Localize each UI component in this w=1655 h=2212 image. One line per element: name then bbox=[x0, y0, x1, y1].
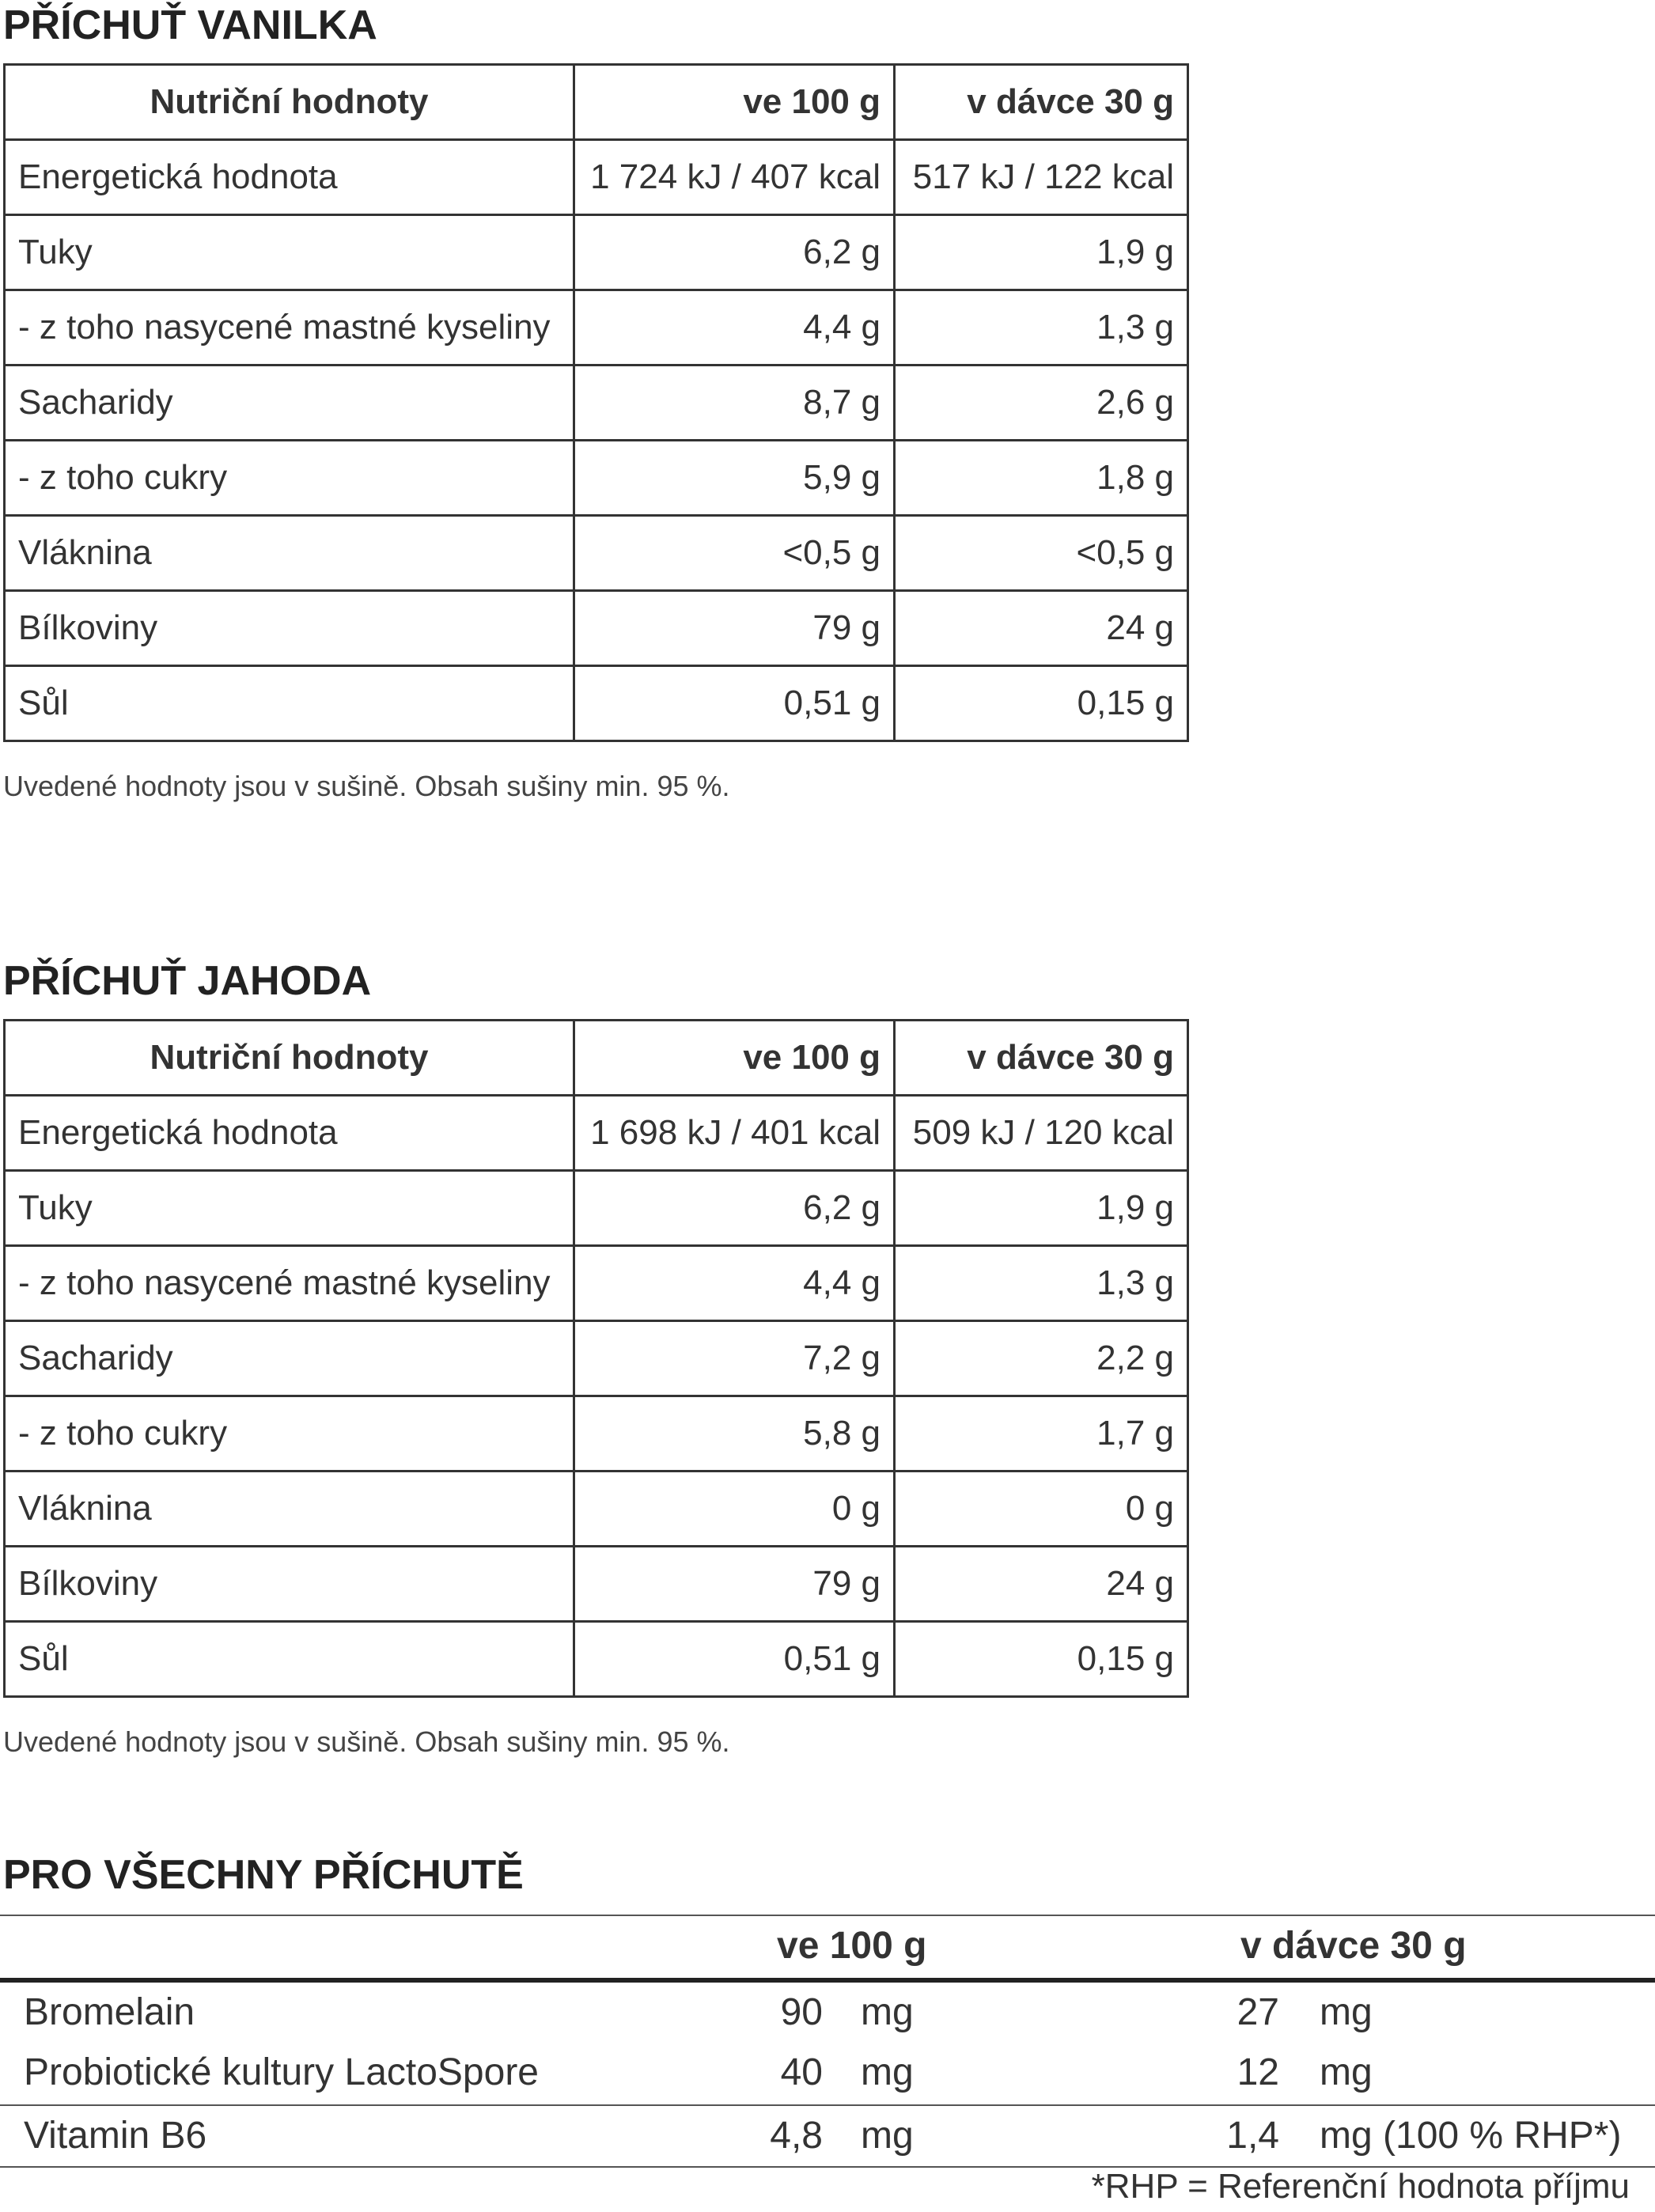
table-row bbox=[5, 366, 1188, 441]
value-per-100g: 6,2 g bbox=[574, 215, 895, 290]
column-header-per-100g: ve 100 g bbox=[574, 1021, 895, 1096]
value-per-serving: 1,3 g bbox=[895, 1246, 1188, 1321]
ingredient-name: Vitamin B6 bbox=[24, 2115, 207, 2157]
value-per-serving: 2,2 g bbox=[895, 1321, 1188, 1396]
value-per-100g: 4,4 g bbox=[574, 290, 895, 366]
value-per-100g: 0 g bbox=[574, 1472, 895, 1547]
value-per-100g: 79 g bbox=[574, 1547, 895, 1622]
nutrition-table-jahoda bbox=[3, 1019, 1189, 1698]
value-per-serving: 1,9 g bbox=[895, 215, 1188, 290]
value-per-100g: 8,7 g bbox=[574, 366, 895, 441]
ingredient-name: Bromelain bbox=[24, 1991, 195, 2033]
amount-per-serving: 27 bbox=[1237, 1991, 1279, 2033]
nutrient-name: Sůl bbox=[5, 1622, 574, 1697]
column-header-per-100g: ve 100 g bbox=[574, 65, 895, 140]
amount-per-100g: 4,8 bbox=[770, 2115, 823, 2157]
amount-per-serving: 1,4 bbox=[1226, 2115, 1279, 2157]
nutrient-name: Bílkoviny bbox=[5, 591, 574, 666]
amount-per-100g: 90 bbox=[780, 1991, 823, 2033]
dry-matter-note-jahoda: Uvedené hodnoty jsou v sušině. Obsah sušiny min. 95 %. bbox=[3, 1725, 730, 1758]
table-row bbox=[0, 1983, 1655, 2043]
table-row bbox=[5, 1096, 1188, 1171]
unit-per-serving: mg (100 % RHP*) bbox=[1320, 2115, 1622, 2157]
table-row bbox=[5, 215, 1188, 290]
nutrient-name: Energetická hodnota bbox=[5, 1096, 574, 1171]
value-per-serving: 24 g bbox=[895, 591, 1188, 666]
table-top-rule bbox=[0, 1915, 1655, 1916]
nutrient-name: Sacharidy bbox=[5, 366, 574, 441]
value-per-serving: <0,5 g bbox=[895, 516, 1188, 591]
nutrient-name: Sacharidy bbox=[5, 1321, 574, 1396]
value-per-100g: 0,51 g bbox=[574, 1622, 895, 1697]
table-row bbox=[5, 516, 1188, 591]
column-header-per-serving: v dávce 30 g bbox=[895, 65, 1188, 140]
nutrient-name: Bílkoviny bbox=[5, 1547, 574, 1622]
value-per-100g: 1 698 kJ / 401 kcal bbox=[574, 1096, 895, 1171]
table-row bbox=[5, 1246, 1188, 1321]
unit-per-100g: mg bbox=[861, 2115, 914, 2157]
unit-per-100g: mg bbox=[861, 1991, 914, 2033]
table-row bbox=[5, 140, 1188, 215]
table-row bbox=[5, 666, 1188, 741]
value-per-100g: 5,8 g bbox=[574, 1396, 895, 1472]
value-per-serving: 509 kJ / 120 kcal bbox=[895, 1096, 1188, 1171]
nutrient-name: - z toho cukry bbox=[5, 1396, 574, 1472]
value-per-100g: 5,9 g bbox=[574, 441, 895, 516]
unit-per-serving: mg bbox=[1320, 2051, 1373, 2093]
value-per-serving: 24 g bbox=[895, 1547, 1188, 1622]
value-per-serving: 517 kJ / 122 kcal bbox=[895, 140, 1188, 215]
table-row bbox=[5, 1472, 1188, 1547]
table-row bbox=[5, 1622, 1188, 1697]
column-header-nutrient: Nutriční hodnoty bbox=[5, 65, 574, 140]
table-row bbox=[0, 2043, 1655, 2103]
nutrient-name: - z toho nasycené mastné kyseliny bbox=[5, 1246, 574, 1321]
value-per-serving: 1,8 g bbox=[895, 441, 1188, 516]
table-row bbox=[0, 2106, 1655, 2166]
amount-per-serving: 12 bbox=[1237, 2051, 1279, 2093]
column-header-per-serving: v dávce 30 g bbox=[1240, 1925, 1467, 1967]
value-per-serving: 2,6 g bbox=[895, 366, 1188, 441]
value-per-100g: 79 g bbox=[574, 591, 895, 666]
column-header-nutrient: Nutriční hodnoty bbox=[5, 1021, 574, 1096]
nutrient-name: Tuky bbox=[5, 215, 574, 290]
value-per-serving: 0 g bbox=[895, 1472, 1188, 1547]
value-per-100g: <0,5 g bbox=[574, 516, 895, 591]
value-per-serving: 1,3 g bbox=[895, 290, 1188, 366]
section-title-all-flavours: PRO VŠECHNY PŘÍCHUTĚ bbox=[3, 1852, 524, 1898]
unit-per-serving: mg bbox=[1320, 1991, 1373, 2033]
nutrition-table-vanilka bbox=[3, 63, 1189, 742]
nutrient-name: Tuky bbox=[5, 1171, 574, 1246]
dry-matter-note-vanilka: Uvedené hodnoty jsou v sušině. Obsah sušiny min. 95 %. bbox=[3, 770, 730, 802]
value-per-100g: 1 724 kJ / 407 kcal bbox=[574, 140, 895, 215]
section-title-vanilka: PŘÍCHUŤ VANILKA bbox=[3, 2, 377, 48]
table-row bbox=[5, 1171, 1188, 1246]
table-header-row bbox=[5, 1021, 1188, 1096]
nutrient-name: - z toho nasycené mastné kyseliny bbox=[5, 290, 574, 366]
nutrient-name: Sůl bbox=[5, 666, 574, 741]
value-per-100g: 4,4 g bbox=[574, 1246, 895, 1321]
table-row bbox=[5, 1396, 1188, 1472]
value-per-serving: 0,15 g bbox=[895, 1622, 1188, 1697]
value-per-serving: 0,15 g bbox=[895, 666, 1188, 741]
table-row bbox=[5, 441, 1188, 516]
value-per-serving: 1,9 g bbox=[895, 1171, 1188, 1246]
unit-per-100g: mg bbox=[861, 2051, 914, 2093]
section-title-jahoda: PŘÍCHUŤ JAHODA bbox=[3, 958, 372, 1004]
nutrient-name: - z toho cukry bbox=[5, 441, 574, 516]
value-per-serving: 1,7 g bbox=[895, 1396, 1188, 1472]
amount-per-100g: 40 bbox=[780, 2051, 823, 2093]
ingredient-name: Probiotické kultury LactoSpore bbox=[24, 2051, 539, 2093]
column-header-per-serving: v dávce 30 g bbox=[895, 1021, 1188, 1096]
table-row bbox=[5, 290, 1188, 366]
value-per-100g: 0,51 g bbox=[574, 666, 895, 741]
nutrient-name: Vláknina bbox=[5, 1472, 574, 1547]
table-row bbox=[5, 1321, 1188, 1396]
table-row bbox=[5, 591, 1188, 666]
nutrient-name: Vláknina bbox=[5, 516, 574, 591]
value-per-100g: 7,2 g bbox=[574, 1321, 895, 1396]
table-header-row bbox=[5, 65, 1188, 140]
column-header-per-100g: ve 100 g bbox=[777, 1925, 927, 1967]
value-per-100g: 6,2 g bbox=[574, 1171, 895, 1246]
table-row bbox=[5, 1547, 1188, 1622]
nutrient-name: Energetická hodnota bbox=[5, 140, 574, 215]
rhp-footnote: *RHP = Referenční hodnota příjmu bbox=[1091, 2167, 1630, 2206]
